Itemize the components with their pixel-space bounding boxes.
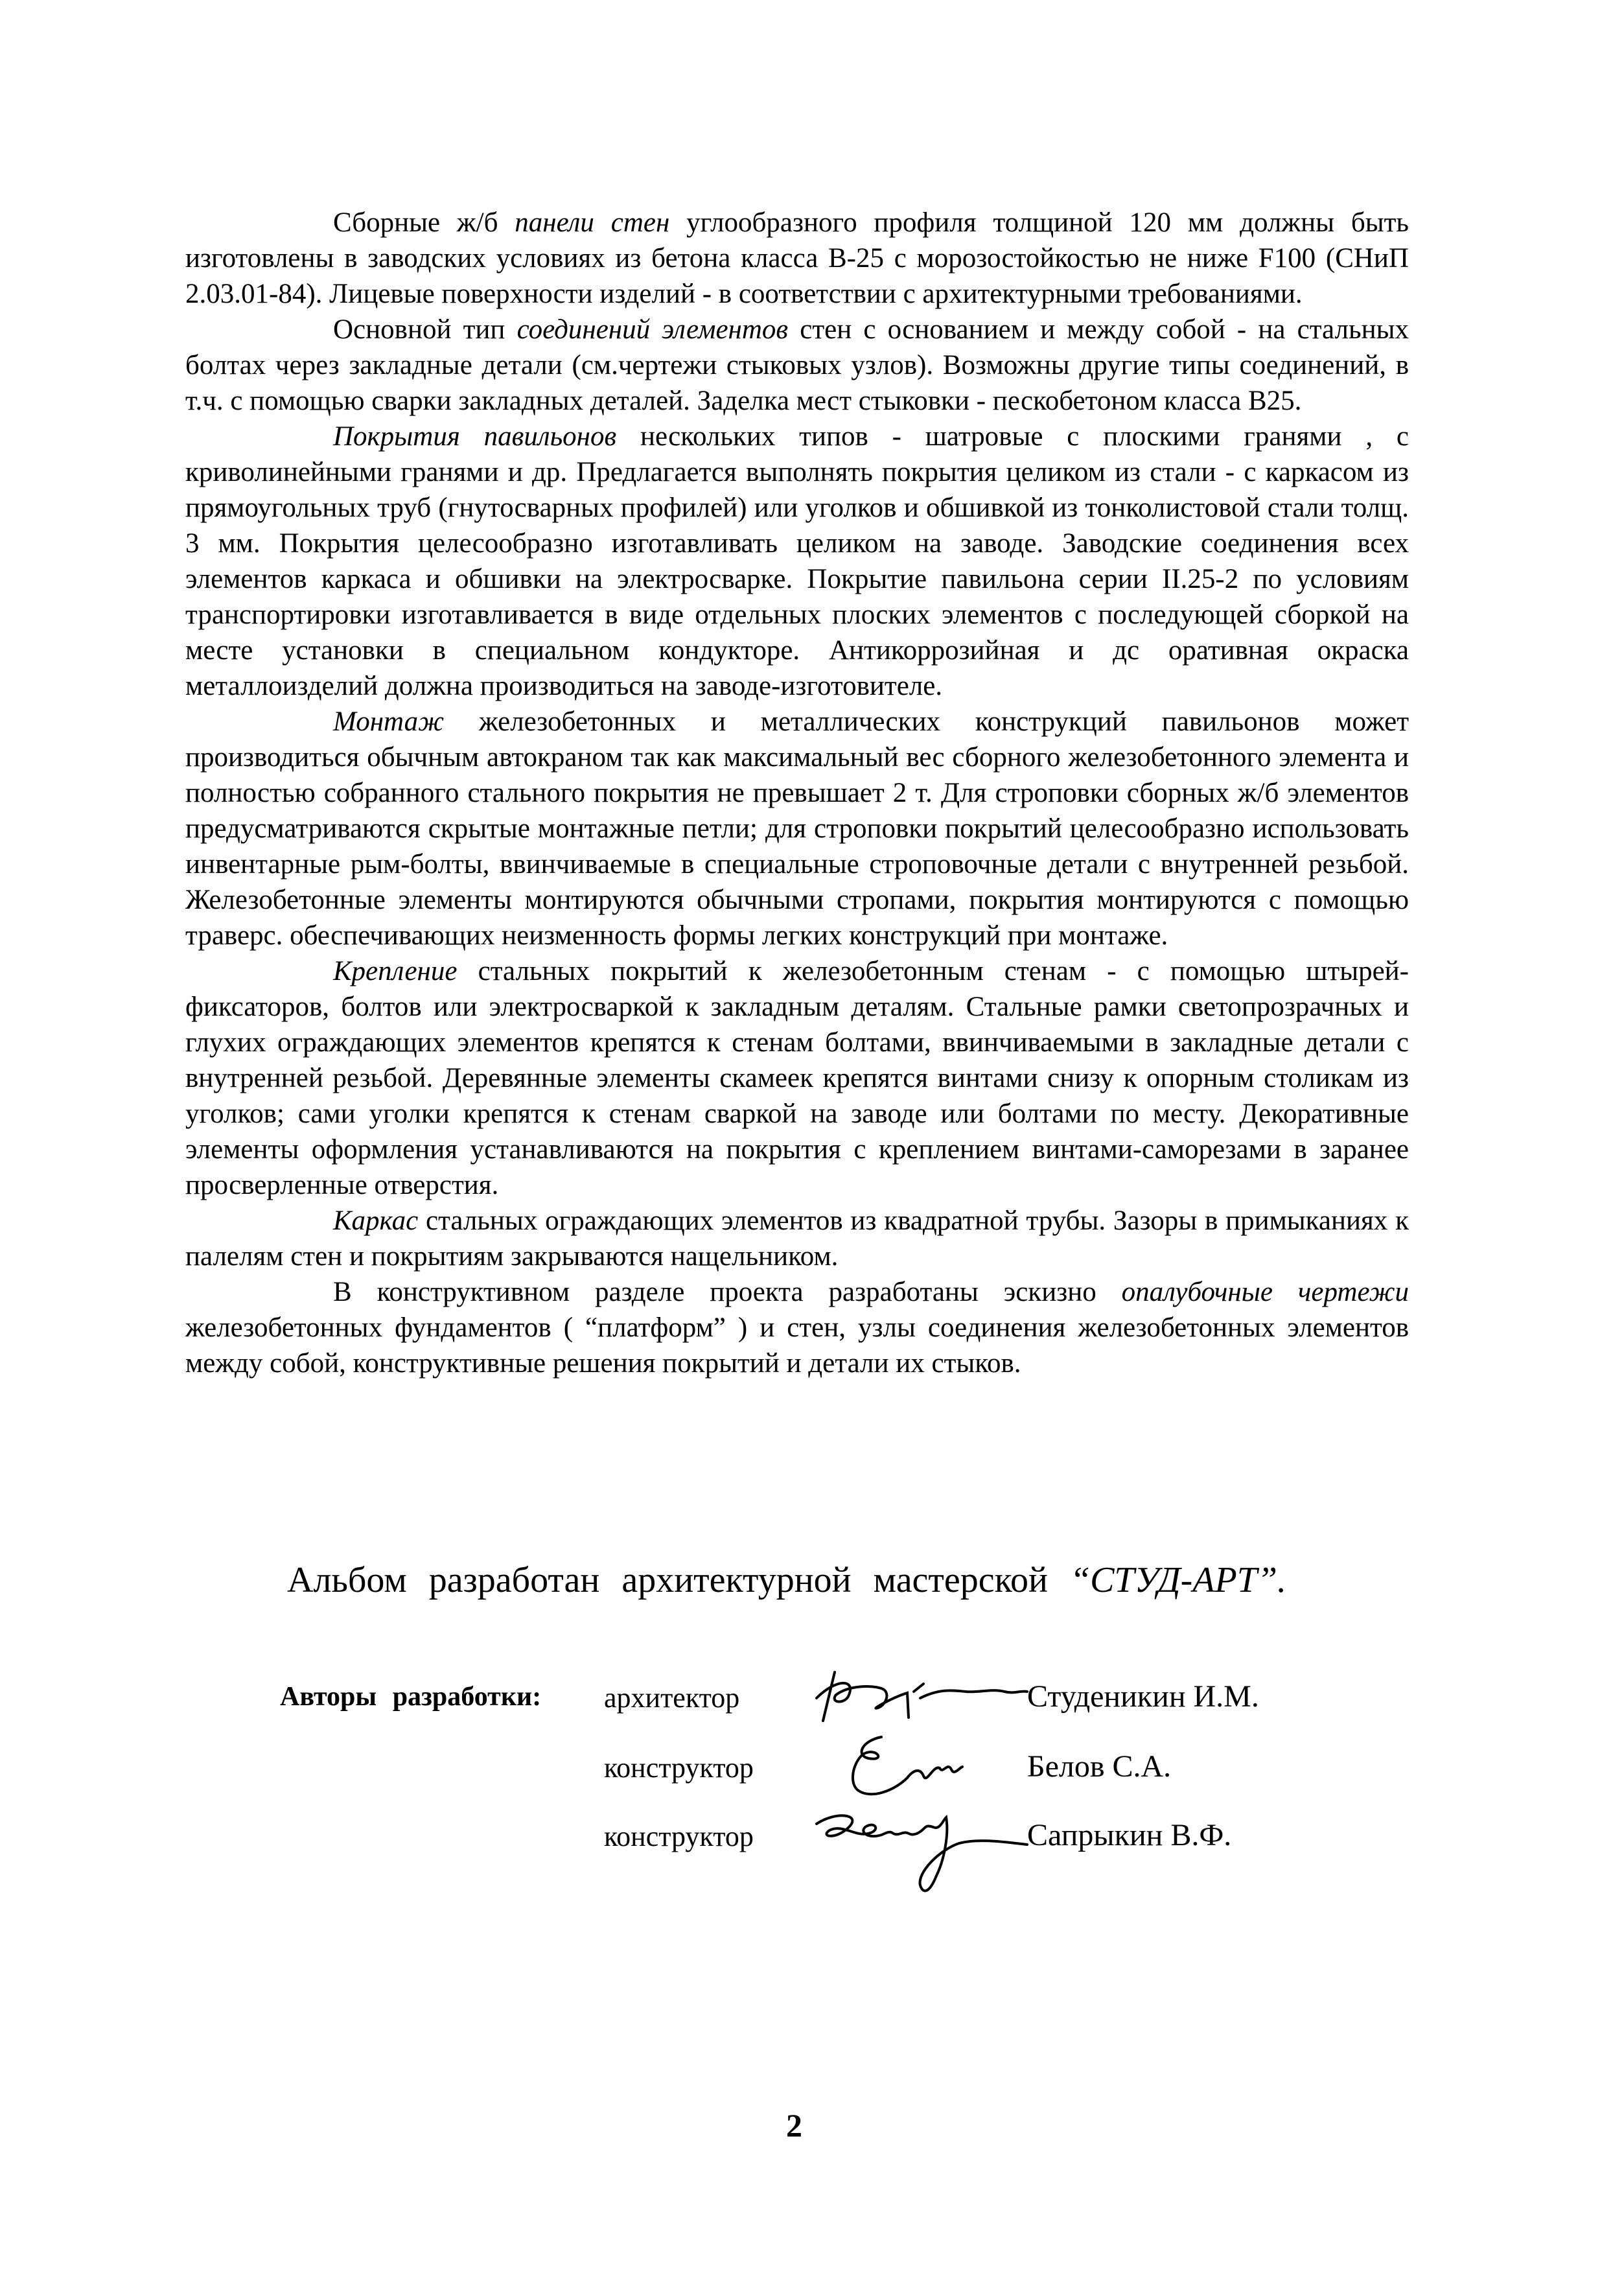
text-segment: железобетонных и металлических конструкций павильонов может производиться обычным автокраном так как максимальный вес сборного железобетонного элемента и полностью собранного стального покрытия не превышает 2 т. Для строповки сборных ж/б элементов предусматриваются скрытые монтажные петли; для строповки покрытий целесообразно использовать инвентарные рым-болты, ввинчиваемые в специальные строповочные детали с внутренней резьбой. Железобетонные элементы монтируются обычными стропами, покрытия монтируются с помощью траверс. обеспечивающих неизменность формы легких конструкций при монтаже. <box>185 706 1409 951</box>
text-segment: Сборные ж/б <box>333 207 515 238</box>
text-segment: углообразного профиля толщиной 120 мм должны быть изготовлены в заводских условиях из бетона класса В-25 с морозостойкостью не ниже F100 (СНиП 2.03.01-84). Лицевые поверхности изделий - в соответствии с архитектурными требованиями. <box>185 207 1409 309</box>
author-row <box>0 1811 1624 1876</box>
authors-block <box>0 1672 1624 1886</box>
text-segment: железобетонных фундаментов ( “платформ” ) и стен, узлы соединения железобетонных элементов между собой, конструктивные решения покрытий и детали их стыков. <box>185 1312 1409 1379</box>
signature-2-image <box>836 1729 966 1800</box>
author-name: Белов С.А. <box>1027 1749 1172 1784</box>
text-segment: В конструктивном разделе проекта разработаны эскизно <box>333 1277 1122 1307</box>
signature-3-image <box>810 1798 1030 1908</box>
author-role: архитектор <box>604 1682 740 1714</box>
author-name: Студеникин И.М. <box>1027 1679 1259 1714</box>
text-segment: стальных ограждающих элементов из квадратной трубы. Зазоры в примыканиях к палелям стен и покрытиям закрываются нащельником. <box>185 1206 1409 1272</box>
paragraph-frame <box>185 1203 1409 1274</box>
paragraph-roofs <box>185 419 1409 704</box>
author-role: конструктор <box>604 1752 754 1784</box>
album-credit-text: Альбом разработан архитектурной мастерской <box>287 1560 1070 1600</box>
studio-name: “СТУД-АРТ”. <box>1069 1560 1286 1600</box>
text-segment: Основной тип <box>333 314 517 345</box>
italic-term: опалубочные чертежи <box>1121 1277 1409 1307</box>
author-role: конструктор <box>604 1821 754 1852</box>
album-credit <box>287 1559 1454 1601</box>
paragraph-drawings <box>185 1274 1409 1381</box>
italic-term: соединений элементов <box>516 314 789 345</box>
body-text <box>185 205 1409 1381</box>
italic-term: Покрытия павильонов <box>333 421 617 452</box>
page-number: 2 <box>786 2107 802 2143</box>
paragraph-panels <box>185 205 1409 312</box>
italic-term: Крепление <box>333 956 458 986</box>
author-name: Сапрыкин В.Ф. <box>1027 1818 1232 1852</box>
paragraph-connections <box>185 312 1409 419</box>
paragraph-fastening <box>185 953 1409 1203</box>
text-segment: стальных покрытий к железобетонным стенам - с помощью штырей-фиксаторов, болтов или электросваркой к закладным деталям. Стальные рамки светопрозрачных и глухих ограждающих элементов крепятся к стенам болтами, ввинчиваемыми в закладные детали с внутренней резьбой. Деревянные элементы скамеек крепятся винтами снизу к опорным столикам из уголков; сами уголки крепятся к стенам сваркой на заводе или болтами по месту. Декоративные элементы оформления устанавливаются на покрытия с креплением винтами-саморезами в заранее просверленные отверстия. <box>185 956 1409 1200</box>
italic-term: Каркас <box>333 1206 419 1236</box>
paragraph-assembly <box>185 704 1409 953</box>
author-row <box>0 1672 1624 1737</box>
italic-term: Монтаж <box>333 706 445 737</box>
text-segment: нескольких типов - шатровые с плоскими гранями , с криволинейными гранями и др. Предлагается выполнять покрытия целиком из стали - с каркасом из прямоугольных труб (гнутосварных профилей) или уголков и обшивкой из тонколистовой стали толщ. 3 мм. Покрытия целесообразно изготавливать целиком на заводе. Заводские соединения всех элементов каркаса и обшивки на электросварке. Покрытие павильона серии II.25-2 по условиям транспортировки изготавливается в виде отдельных плоских элементов с последующей сборкой на месте установки в специальном кондукторе. Антикоррозийная и дс оративная окраска металлоизделий должна производиться на заводе-изготовителе. <box>185 421 1409 701</box>
signature-1-image <box>810 1659 1030 1730</box>
author-row <box>0 1742 1624 1807</box>
text-segment: стен с основанием и между собой - на стальных болтах через закладные детали (см.чертежи стыковых узлов). Возможны другие типы соединений, в т.ч. с помощью сварки закладных деталей. Заделка мест стыковки - пескобетоном класса В25. <box>185 314 1409 416</box>
italic-term: панели стен <box>515 207 670 238</box>
authors-label: Авторы разработки: <box>280 1682 542 1712</box>
